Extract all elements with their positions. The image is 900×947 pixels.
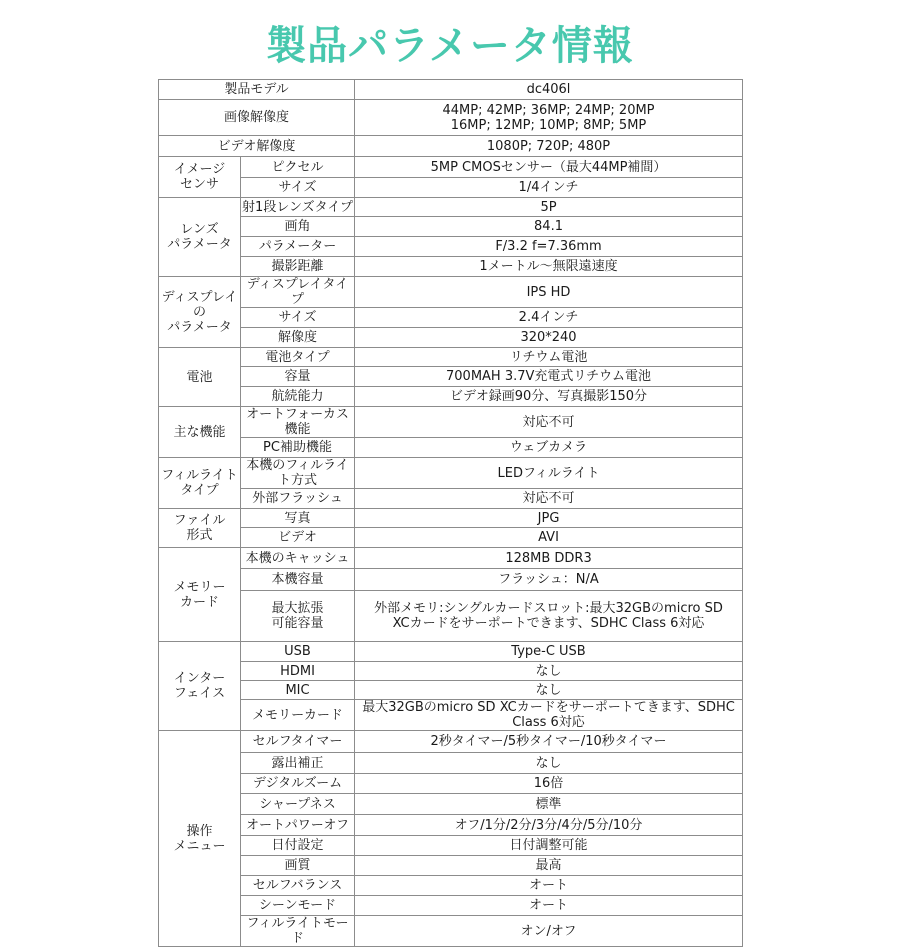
item-value: ウェブカメラ [355,438,743,458]
item-value: 5MP CMOSセンサー（最大44MP補間） [355,157,743,178]
item-value: オフ/1分/2分/3分/4分/5分/10分 [355,815,743,836]
item-value: F/3.2 f=7.36mm [355,237,743,257]
item-value: 最大32GBのmicro SD XCカードをサーポートてきます、SDHC Class 6対応 [355,700,743,731]
table-row [159,80,743,100]
item-value: AVI [355,528,743,548]
table-row [159,856,743,876]
table-row [159,662,743,681]
table-row [159,348,743,367]
table-row [159,198,743,217]
table-row [159,700,743,731]
row-value: dc406l [355,80,743,100]
row-label: 画像解像度 [159,100,355,136]
table-row [159,916,743,947]
item-label: 日付設定 [241,836,355,856]
item-value: 700MAH 3.7V充電式リチウム電池 [355,367,743,387]
table-row [159,257,743,277]
group-label: 電池 [159,348,241,407]
item-label: PC補助機能 [241,438,355,458]
item-label: サイズ [241,308,355,328]
item-value: 1/4インチ [355,178,743,198]
item-label: ディスプレイタイプ [241,277,355,308]
item-value: なし [355,662,743,681]
item-label: オートフォーカス機能 [241,407,355,438]
item-value: 対応不可 [355,407,743,438]
table-row [159,387,743,407]
table-row [159,794,743,815]
table-row [159,876,743,896]
item-label: シャープネス [241,794,355,815]
table-row [159,509,743,528]
group-label: フィルライト タイプ [159,458,241,509]
table-row [159,407,743,438]
item-label: 電池タイプ [241,348,355,367]
table-row [159,489,743,509]
item-label: MIC [241,681,355,700]
item-value: 外部メモリ:シングルカードスロット:最大32GBのmicro SD XCカードをサーポートできます、SDHC Class 6対応 [355,591,743,642]
item-value: 16倍 [355,774,743,794]
group-label: 操作 メニュー [159,731,241,947]
group-label: イメージ センサ [159,157,241,198]
table-row [159,815,743,836]
table-row [159,157,743,178]
item-value: 1メートル～無限遠速度 [355,257,743,277]
table-row [159,217,743,237]
item-label: 画角 [241,217,355,237]
table-row [159,642,743,662]
item-value: オート [355,896,743,916]
item-value: 日付調整可能 [355,836,743,856]
item-value: オート [355,876,743,896]
item-value: フラッシュ：N/A [355,569,743,591]
item-label: ピクセル [241,157,355,178]
table-row [159,528,743,548]
table-row [159,731,743,753]
item-label: 写真 [241,509,355,528]
item-label: HDMI [241,662,355,681]
item-label: フィルライトモード [241,916,355,947]
group-label: メモリー カード [159,548,241,642]
item-value: 5P [355,198,743,217]
table-row [159,136,743,157]
table-row [159,896,743,916]
table-row [159,591,743,642]
item-label: セルフバランス [241,876,355,896]
row-label: 製品モデル [159,80,355,100]
item-label: 最大拡張 可能容量 [241,591,355,642]
item-label: USB [241,642,355,662]
row-label: ビデオ解像度 [159,136,355,157]
table-row [159,569,743,591]
item-label: シーンモード [241,896,355,916]
table-row [159,308,743,328]
item-value: 320*240 [355,328,743,348]
item-label: サイズ [241,178,355,198]
group-label: インター フェイス [159,642,241,731]
item-value: 対応不可 [355,489,743,509]
table-row [159,328,743,348]
group-label: ディスプレイの パラメータ [159,277,241,348]
item-value: LEDフィルライト [355,458,743,489]
item-value: オン/オフ [355,916,743,947]
item-value: 84.1 [355,217,743,237]
item-label: 本機容量 [241,569,355,591]
item-label: 航続能力 [241,387,355,407]
table-row [159,237,743,257]
group-label: ファイル 形式 [159,509,241,548]
item-label: 露出補正 [241,753,355,774]
item-label: オートパワーオフ [241,815,355,836]
item-value: IPS HD [355,277,743,308]
spec-table [158,79,743,947]
table-row [159,367,743,387]
table-row [159,100,743,136]
item-label: 本機のキャッシュ [241,548,355,569]
table-row [159,681,743,700]
page-title: 製品パラメータ情報 [266,23,634,69]
item-label: パラメーター [241,237,355,257]
row-value: 44MP; 42MP; 36MP; 24MP; 20MP 16MP; 12MP; 10MP; 8MP; 5MP [355,100,743,136]
item-value: 最高 [355,856,743,876]
item-label: 外部フラッシュ [241,489,355,509]
item-value: なし [355,681,743,700]
table-row [159,753,743,774]
item-label: セルフタイマー [241,731,355,753]
item-value: なし [355,753,743,774]
item-value: 2秒タイマー/5秒タイマー/10秒タイマー [355,731,743,753]
item-label: 容量 [241,367,355,387]
item-label: デジタルズーム [241,774,355,794]
row-value: 1080P; 720P; 480P [355,136,743,157]
table-row [159,178,743,198]
group-label: 主な機能 [159,407,241,458]
item-value: 標準 [355,794,743,815]
item-value: JPG [355,509,743,528]
table-row [159,836,743,856]
item-label: 射1段レンズタイプ [242,199,353,215]
item-value: リチウム電池 [355,348,743,367]
table-row [159,774,743,794]
item-value: ビデオ録画90分、写真撮影150分 [355,387,743,407]
item-label: 解像度 [241,328,355,348]
item-value: 2.4インチ [355,308,743,328]
item-label: 画質 [241,856,355,876]
item-label: 本機のフィルライト方式 [241,458,355,489]
item-label: 撮影距離 [241,257,355,277]
table-row [159,438,743,458]
item-label: メモリーカード [241,700,355,731]
table-row [159,458,743,489]
item-value: 128MB DDR3 [355,548,743,569]
item-value: Type-C USB [355,642,743,662]
group-label: レンズ パラメータ [159,198,241,277]
table-row [159,277,743,308]
item-label: ビデオ [241,528,355,548]
table-row [159,548,743,569]
